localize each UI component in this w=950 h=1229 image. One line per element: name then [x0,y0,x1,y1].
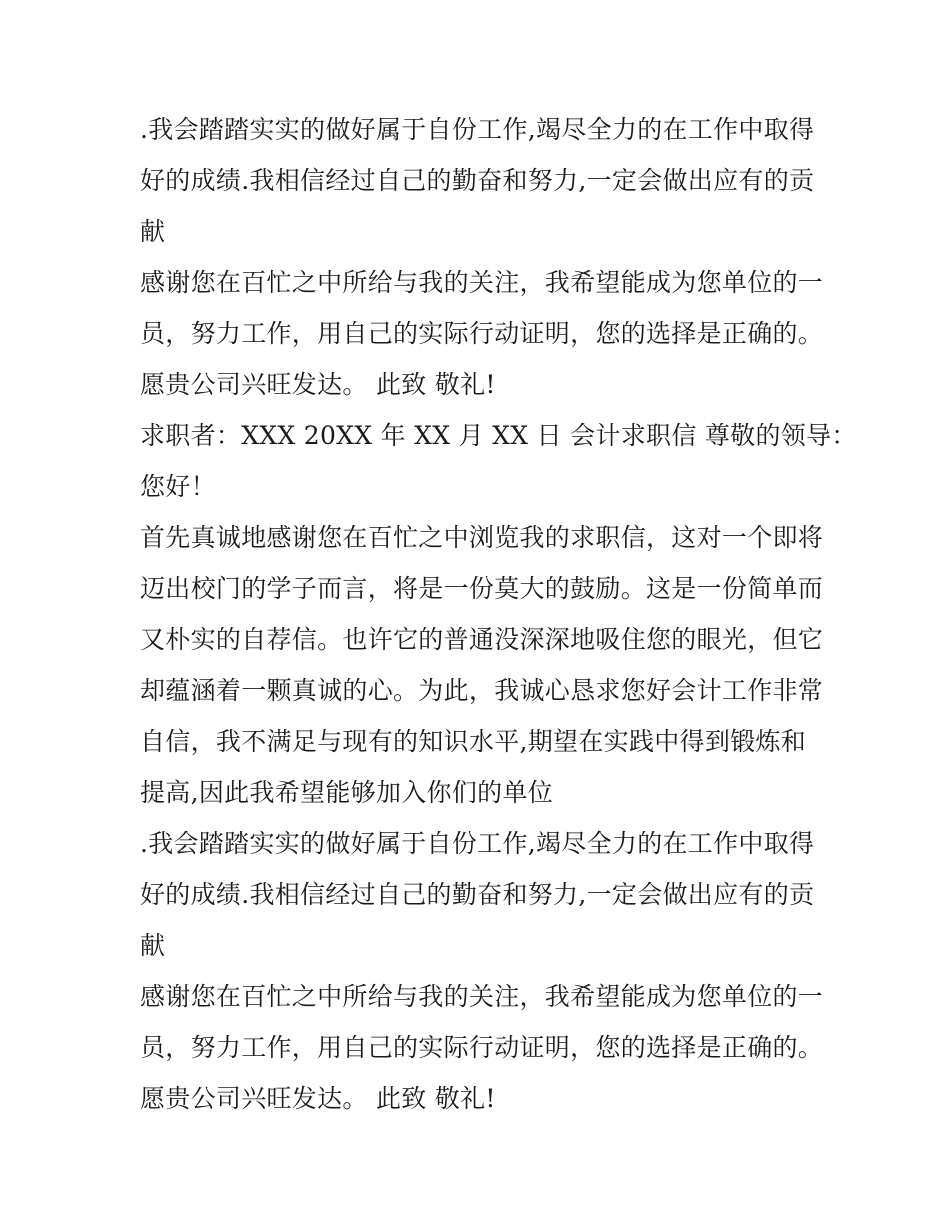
text-line: .我会踏踏实实的做好属于自份工作,竭尽全力的在工作中取得 [140,115,815,144]
text-line: 愿贵公司兴旺发达。 此致 敬礼! [140,1084,496,1113]
document-body [140,104,857,1124]
text-line: 献 [140,931,166,960]
text-line: 员，努力工作，用自己的实际行动证明，您的选择是正确的。 [140,1033,824,1062]
text-line: 感谢您在百忙之中所给与我的关注，我希望能成为您单位的一 [140,982,824,1011]
text-line: 提高,因此我希望能够加入你们的单位 [140,778,554,807]
text-line: .我会踏踏实实的做好属于自份工作,竭尽全力的在工作中取得 [140,829,815,858]
text-line: 好的成绩.我相信经过自己的勤奋和努力,一定会做出应有的贡 [140,880,815,909]
text-line: 您好！ [140,472,216,501]
text-line: 员，努力工作，用自己的实际行动证明，您的选择是正确的。 [140,319,824,348]
text-line: 好的成绩.我相信经过自己的勤奋和努力,一定会做出应有的贡 [140,166,815,195]
text-line: 迈出校门的学子而言，将是一份莫大的鼓励。这是一份简单而 [140,574,824,603]
text-line: 首先真诚地感谢您在百忙之中浏览我的求职信，这对一个即将 [140,523,824,552]
text-line: 感谢您在百忙之中所给与我的关注，我希望能成为您单位的一 [140,268,824,297]
text-line: 愿贵公司兴旺发达。 此致 敬礼! [140,370,496,399]
text-line: 却蕴涵着一颗真诚的心。为此，我诚心恳求您好会计工作非常 [140,676,824,705]
text-line: 求职者：XXX 20XX 年 XX 月 XX 日 会计求职信 尊敬的领导： [140,421,857,450]
text-line: 献 [140,217,166,246]
text-line: 自信，我不满足与现有的知识水平,期望在实践中得到锻炼和 [140,727,807,756]
text-line: 又朴实的自荐信。也许它的普通没深深地吸住您的眼光，但它 [140,625,824,654]
